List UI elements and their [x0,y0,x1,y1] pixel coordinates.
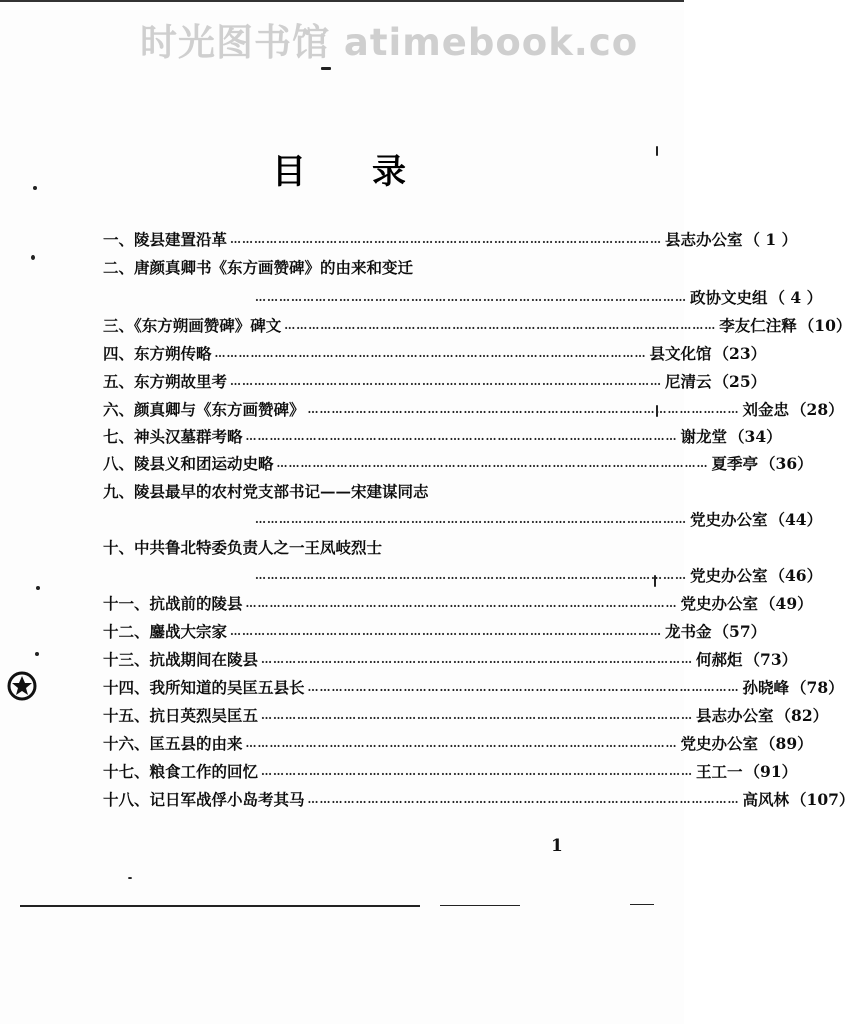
toc-entry [103,396,844,422]
toc-entry-page: （25） [713,372,767,391]
toc-entry-author: 夏季亭 [711,454,759,473]
toc-entry-page: （28） [791,400,844,419]
toc-entry-author: 何郝炬 [696,650,743,669]
bottom-rule [20,905,420,907]
toc-entry-title: 十七、粮食工作的回忆 [103,762,259,781]
toc-entry-title: 三、《东方朔画赞碑》碑文 [103,316,282,335]
toc-entry-page: （57） [713,622,767,641]
toc-leader-dots: ……………………………………………………………………………………………… [307,680,740,694]
toc-leader-dots: ……………………………………………………………………………………………… [255,512,687,526]
toc-entry [103,254,583,280]
toc-entry-author: 尼清云 [665,372,712,391]
toc-entry-title: 五、东方朔故里考 [103,372,228,391]
toc-entry-author: 党史办公室 [680,594,759,613]
toc-entry-title: 二、唐颜真卿书《东方画赞碑》的由来和变迁 [103,258,414,277]
toc-entry [103,368,767,394]
toc-leader-dots: ……………………………………………………………………………………………… [261,764,694,778]
toc-entry-title: 十五、抗日英烈吴匡五 [103,706,259,725]
toc-entry-author: 党史办公室 [690,566,768,585]
toc-entry-author: 县文化馆 [649,344,712,363]
toc-entry-page: （46） [769,566,823,585]
toc-entry [103,730,813,756]
toc-entry-title: 四、东方朔传略 [103,344,212,363]
toc-entry [103,340,767,366]
toc-entry-title: 六、颜真卿与《东方画赞碑》 [103,400,305,419]
toc-entry-title: 十一、抗战前的陵县 [103,594,243,613]
toc-entry [103,423,782,449]
toc-entry-page: （44） [769,510,823,529]
toc-entry [252,562,823,588]
toc-entry-page: （ 4 ） [769,288,823,307]
toc-entry-title: 七、神头汉墓群考略 [103,427,243,446]
toc-entry-page: （34） [729,427,782,446]
toc-entry-title: 十三、抗战期间在陵县 [103,650,259,669]
toc-entry [103,312,852,338]
toc-leader-dots: ……………………………………………………………………………………………… [245,596,678,610]
toc-entry [103,590,813,616]
toc-entry-page: （49） [760,594,813,613]
toc-entry-page: （89） [760,734,813,753]
toc-leader-dots: ……………………………………………………………………………………………… [245,429,678,443]
toc-entry-page: （ 1 ） [744,230,798,249]
watermark: 时光图书馆 atimebook.co [140,21,639,64]
toc-leader-dots: ……………………………………………………………………………………………… [261,708,694,722]
toc-leader-dots: ……………………………………………………………………………………………… [255,568,687,582]
toc-entry-author: 县志办公室 [665,230,743,249]
toc-entry [103,646,798,672]
toc-entry-author: 高风林 [742,790,790,809]
toc-entry-author: 刘金忠 [742,400,790,419]
toc-leader-dots: ……………………………………………………………………………………………… [245,736,678,750]
toc-leader-dots: ……………………………………………………………………………………………… [261,652,694,666]
toc-entry-page: （82） [775,706,829,725]
toc-entry-page: （107） [791,790,854,809]
toc-entry [103,618,767,644]
toc-entry-title: 九、陵县最早的农村党支部书记——宋建谋同志 [103,482,429,501]
toc-entry-title: 一、陵县建置沿革 [103,230,228,249]
toc-leader-dots: ……………………………………………………………………………………………… [284,318,717,332]
toc-entry-author: 李友仁注释 [719,316,797,335]
toc-entry-author: 政协文史组 [690,288,768,307]
page-title: 目录 [272,152,472,192]
toc-leader-dots: ……………………………………………………………………………………………… [255,290,687,304]
toc-leader-dots: ……………………………………………………………………………………………… [307,792,740,806]
toc-entry-title: 十二、鏖战大宗家 [103,622,228,641]
toc-entry [103,702,829,728]
toc-entry-author: 党史办公室 [680,734,759,753]
bottom-rule-fragment [440,905,520,906]
toc-entry-title: 十四、我所知道的吴匡五县长 [103,678,305,697]
toc-entry [103,226,798,252]
toc-entry [103,786,854,812]
toc-entry-author: 谢龙堂 [680,427,728,446]
toc-entry-author: 县志办公室 [696,706,774,725]
toc-entry [252,284,823,310]
toc-entry-page: （23） [713,344,767,363]
toc-entry-title: 十六、匡五县的由来 [103,734,243,753]
bottom-rule-fragment [630,904,654,905]
toc-entry-author: 龙书金 [665,622,712,641]
toc-entry [103,534,583,560]
toc-leader-dots: ……………………………………………………………………………………………… [230,232,663,246]
toc-entry [103,674,844,700]
toc-entry [252,506,823,532]
toc-entry-author: 王工一 [696,762,743,781]
toc-leader-dots: ……………………………………………………………………………………………… [276,456,709,470]
toc-entry [103,450,813,476]
toc-leader-dots: ……………………………………………………………………………………………… [230,374,663,388]
toc-leader-dots: ……………………………………………………………………………………………… [214,346,647,360]
ink-speck [128,877,132,879]
toc-entry-title: 八、陵县义和团运动史略 [103,454,274,473]
toc-entry-author: 党史办公室 [690,510,768,529]
toc-entry-page: （36） [760,454,813,473]
toc-entry-title: 十、中共鲁北特委负责人之一王凤岐烈士 [103,538,383,557]
toc-leader-dots: ……………………………………………………………………………………………… [230,624,663,638]
toc-entry-author: 孙晓峰 [742,678,790,697]
toc-entry [103,478,583,504]
page-number: 1 [551,836,563,856]
toc-entry [103,758,798,784]
toc-entry-page: （91） [744,762,798,781]
toc-entry-page: （10） [798,316,852,335]
toc-entry-title: 十八、记日军战俘小岛考其马 [103,790,305,809]
toc-entry-page: （73） [744,650,798,669]
toc-leader-dots: ……………………………………………………………………………………………… [307,402,740,416]
toc-entry-page: （78） [791,678,844,697]
